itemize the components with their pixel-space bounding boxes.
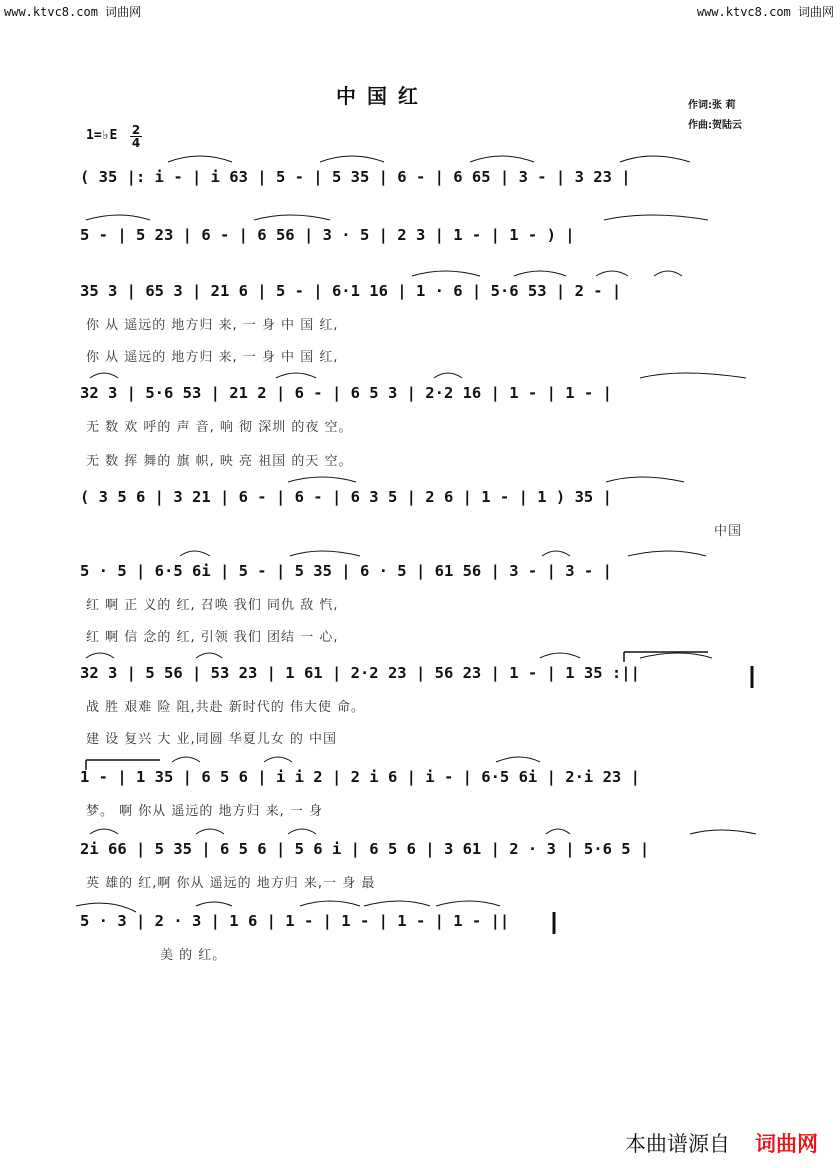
- lyric-line: 建 设 复兴 大 业,同圆 华夏儿女 的 中国: [86, 732, 338, 747]
- slur-arc: [196, 653, 222, 658]
- lyric-line: 战 胜 艰难 险 阻,共赴 新时代的 伟大使 命。: [86, 700, 366, 715]
- slur-arc: [604, 215, 708, 220]
- slur-arc: [168, 156, 232, 162]
- slur-arc: [654, 271, 682, 276]
- slur-arc: [254, 215, 330, 220]
- score-row-10: 5 · 3 | 2 · 3 | 1 6 | 1 - | 1 - | 1 - | 1 - ||: [80, 912, 510, 930]
- song-title: 中 国 红: [336, 84, 420, 108]
- slur-arc: [436, 901, 500, 906]
- slur-arc: [496, 757, 540, 762]
- lyric-line: 你 从 遥远的 地方归 来, 一 身 中 国 红,: [86, 318, 339, 333]
- lyric-line: 无 数 挥 舞的 旗 帜, 映 亮 祖国 的天 空。: [86, 454, 353, 469]
- watermark-right: www.ktvc8.com 词曲网: [696, 5, 834, 19]
- slur-arc: [606, 477, 684, 482]
- slur-arc: [640, 373, 746, 378]
- slur-arc: [264, 757, 292, 762]
- score-row-9: 2i 66 | 5 35 | 6 5 6 | 5 6 i | 6 5 6 | 3 61 | 2 · 3 | 5·6 5 |: [80, 840, 650, 858]
- slur-arc: [434, 373, 462, 378]
- lyric-line: 你 从 遥远的 地方归 来, 一 身 中 国 红,: [86, 350, 339, 365]
- slur-arc: [288, 829, 316, 834]
- slur-arc: [596, 271, 628, 276]
- slur-arc: [628, 551, 706, 556]
- lyric-line: 红 啊 正 义的 红, 召唤 我们 同仇 敌 忾,: [86, 598, 339, 613]
- slur-arc: [90, 829, 118, 834]
- time-signature-bottom: 4: [131, 136, 141, 150]
- key-signature: 1=♭E: [86, 128, 118, 143]
- score-row-8: 1 - | 1 35 | 6 5 6 | i i 2 | 2 i 6 | i - | 6·5 6i | 2·i 23 |: [80, 768, 640, 786]
- slur-arc: [320, 156, 384, 162]
- composer-credit: 作曲:贺陆云: [688, 120, 742, 131]
- slur-arc: [514, 271, 566, 276]
- score-row-4: 32 3 | 5·6 53 | 21 2 | 6 - | 6 5 3 | 2·2 16 | 1 - | 1 - |: [80, 384, 612, 402]
- slur-arc: [90, 373, 118, 378]
- watermark-left: www.ktvc8.com 词曲网: [4, 5, 142, 19]
- footer-source: 本曲谱源自: [625, 1132, 730, 1156]
- slur-arc: [620, 156, 690, 162]
- lyricist-credit: 作词:张 莉: [688, 100, 736, 111]
- score-row-7: 32 3 | 5 56 | 53 23 | 1 61 | 2·2 23 | 56 23 | 1 - | 1 35 :||: [80, 664, 640, 682]
- footer-site-logo[interactable]: 词曲网: [755, 1132, 818, 1156]
- slur-arc: [86, 653, 114, 658]
- slur-arc: [470, 156, 534, 162]
- slur-arc: [540, 653, 580, 658]
- slur-arc: [172, 757, 200, 762]
- slur-arc: [196, 829, 224, 834]
- lyric-line: 美 的 红。: [160, 948, 227, 963]
- lyric-line: 中国: [714, 524, 743, 539]
- slur-arc: [86, 215, 150, 220]
- slur-arc: [546, 829, 570, 834]
- time-signature-top: 2: [131, 123, 141, 137]
- score-row-3: 35 3 | 65 3 | 21 6 | 5 - | 6·1 16 | 1 · 6 | 5·6 53 | 2 - |: [80, 282, 622, 300]
- slur-arc: [640, 653, 712, 658]
- slur-arc: [542, 551, 570, 556]
- score-row-1: ( 35 |: i - | i 63 | 5 - | 5 35 | 6 - | 6 65 | 3 - | 3 23 |: [80, 168, 631, 186]
- lyric-line: 梦。 啊 你从 遥远的 地方归 来, 一 身: [86, 804, 324, 819]
- slur-arc: [290, 551, 360, 556]
- slur-arc: [300, 901, 360, 906]
- slur-arc: [690, 830, 756, 834]
- slur-arc: [76, 903, 136, 912]
- slur-arc: [412, 271, 480, 276]
- score-row-6: 5 · 5 | 6·5 6i | 5 - | 5 35 | 6 · 5 | 61 56 | 3 - | 3 - |: [80, 562, 612, 580]
- slur-arc: [364, 901, 430, 906]
- slur-arc: [288, 477, 356, 482]
- score-row-2: 5 - | 5 23 | 6 - | 6 56 | 3 · 5 | 2 3 | 1 - | 1 - ) |: [80, 226, 575, 244]
- lyric-line: 英 雄的 红,啊 你从 遥远的 地方归 来,一 身 最: [86, 876, 376, 891]
- lyric-line: 红 啊 信 念的 红, 引领 我们 团结 一 心,: [86, 630, 339, 645]
- slur-arc: [276, 373, 316, 378]
- lyric-line: 无 数 欢 呼的 声 音, 响 彻 深圳 的夜 空。: [86, 420, 353, 435]
- score-row-5: ( 3 5 6 | 3 21 | 6 - | 6 - | 6 3 5 | 2 6 | 1 - | 1 ) 35 |: [80, 488, 612, 506]
- slur-arc: [180, 551, 210, 556]
- slur-arc: [196, 902, 232, 906]
